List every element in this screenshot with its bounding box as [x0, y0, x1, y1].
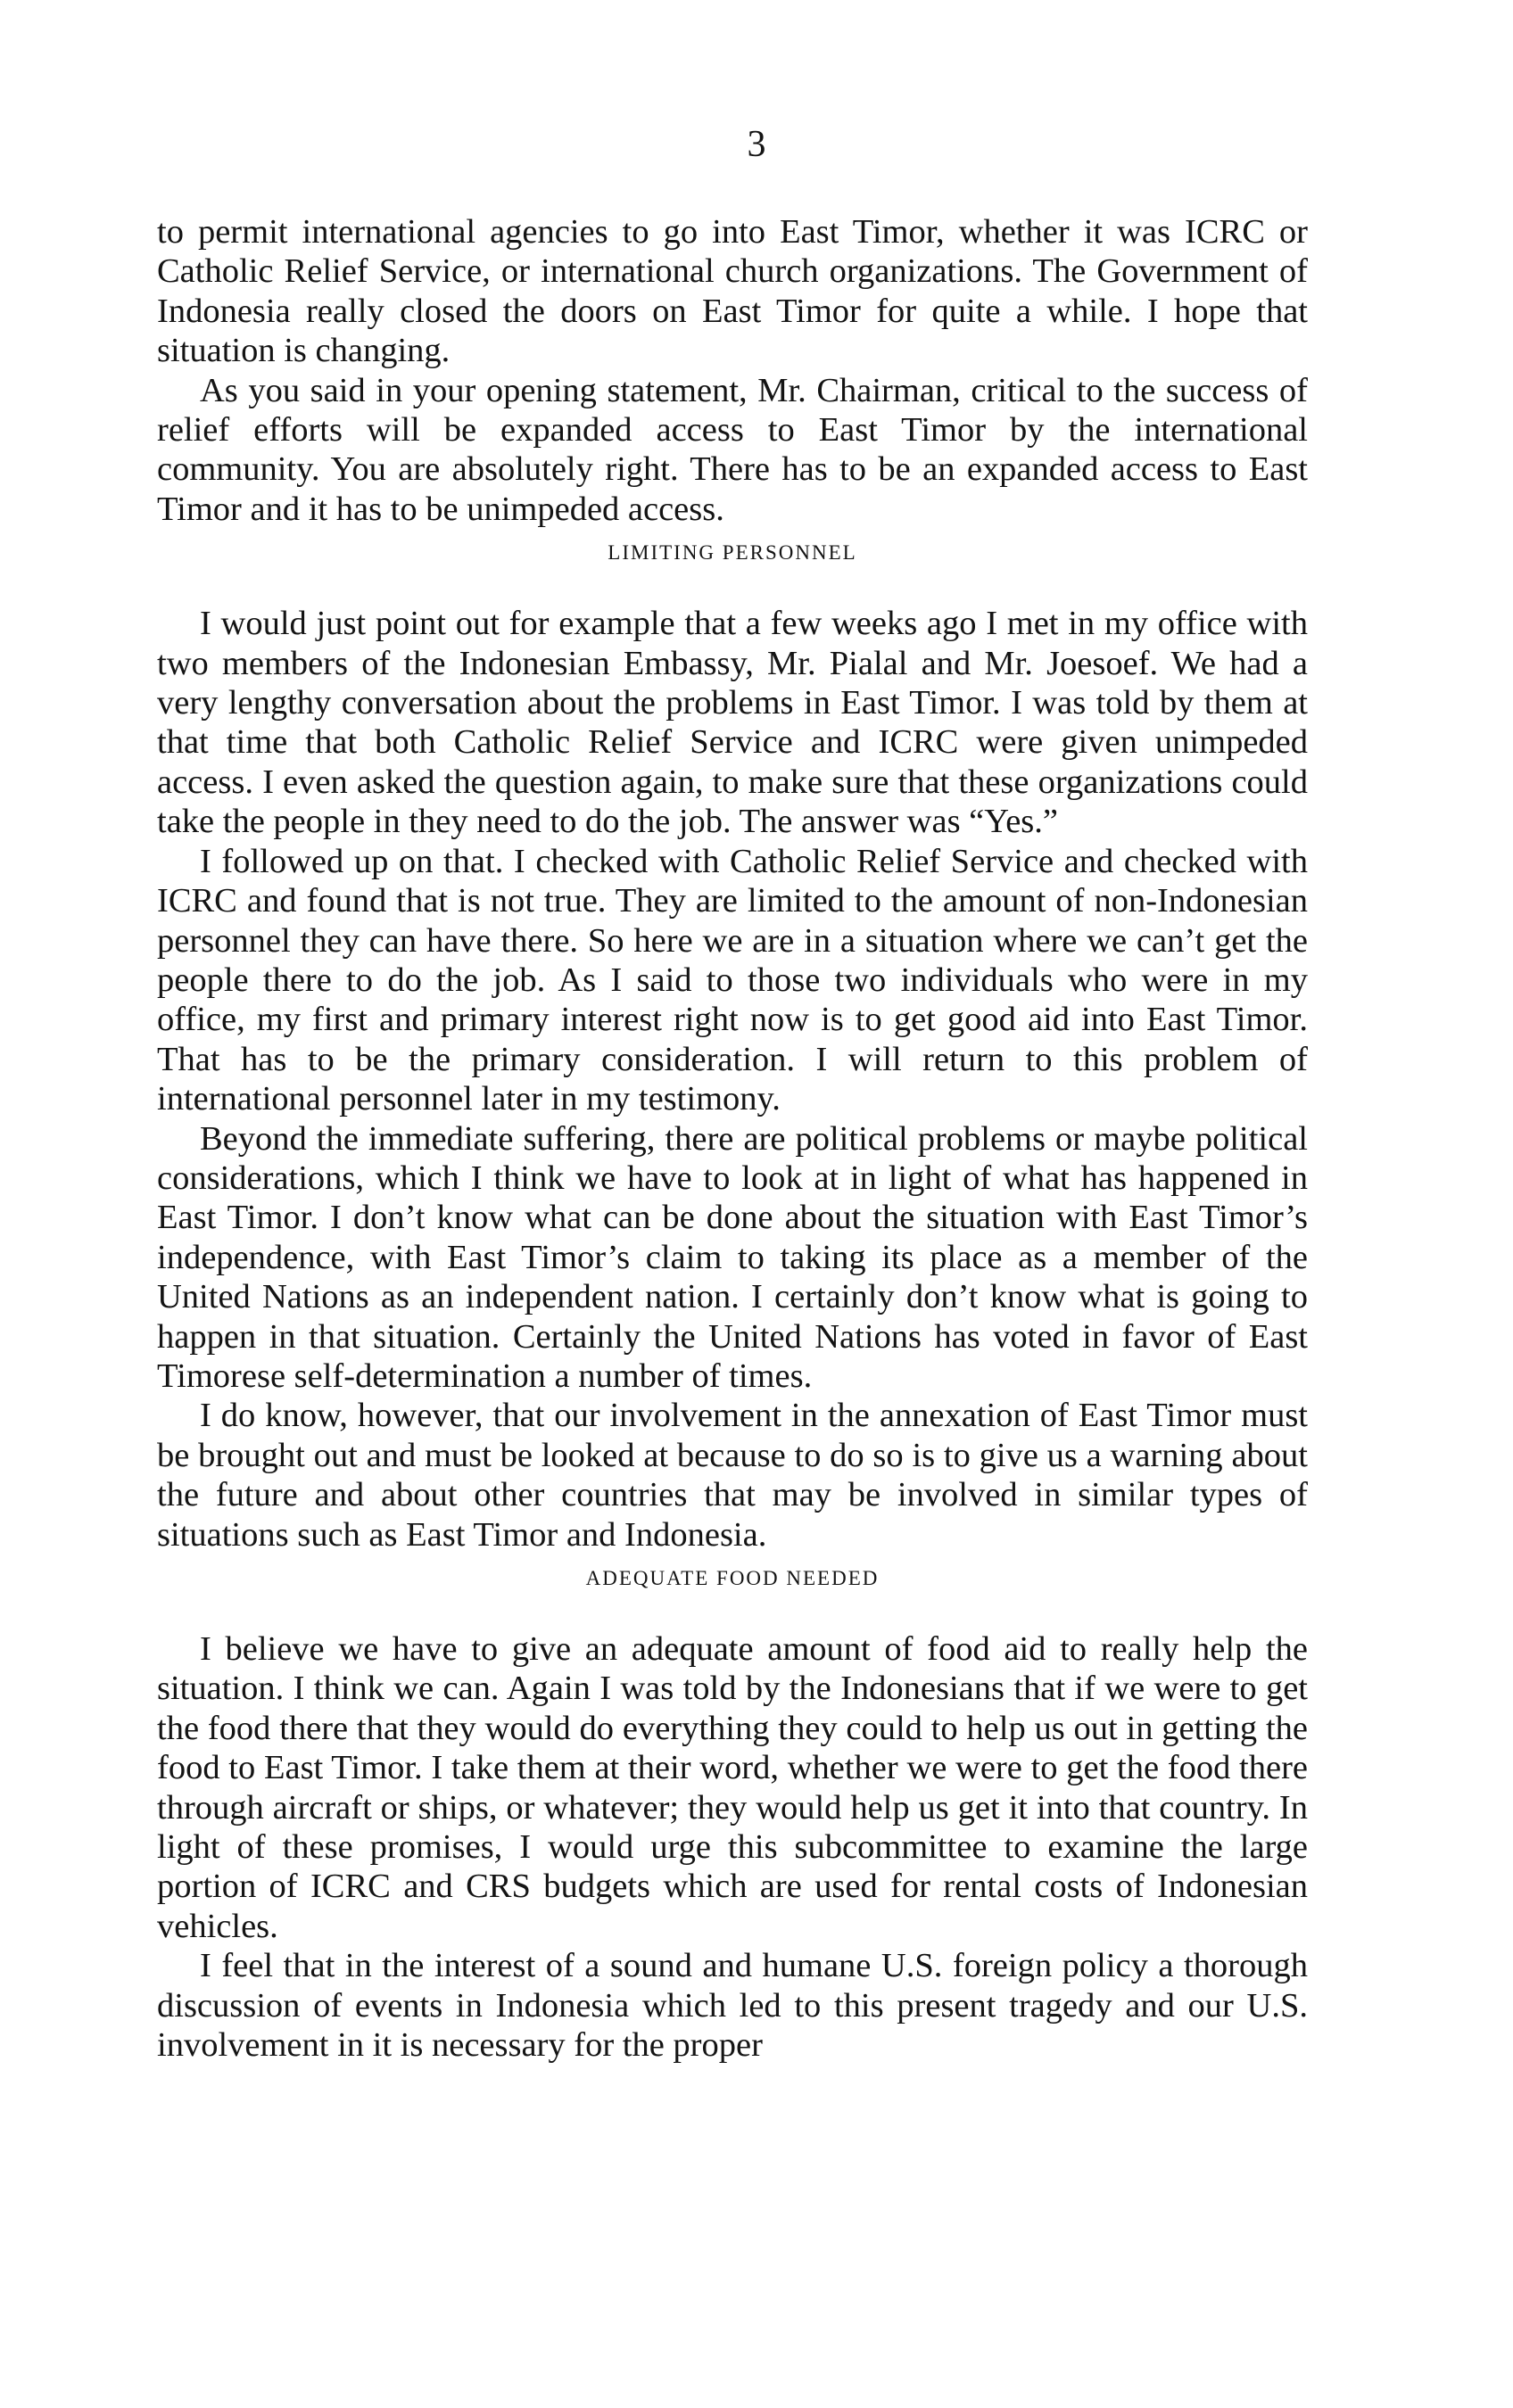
paragraph: to permit international agencies to go into East Timor, whether it was ICRC or Catholic Relief Service, or international church organizations. The Government of Indonesia really closed the doors on East Timor for quite a while. I hope that situation is changing. — [157, 213, 1308, 370]
section-heading: ADEQUATE FOOD NEEDED — [585, 1567, 880, 1589]
paragraph: Beyond the immediate suffering, there are political problems or maybe political considerations, which I think we have to look at in light of what has happened in East Timor. I don’t know what can be done about the situation with East Timor’s independence, with East Timor’s claim to taking its place as a member of the United Nations as an independent nation. I certainly don’t know what is going to happen in that situation. Certainly the United Nations has voted in favor of East Timorese self-determination a number of times. — [157, 1119, 1308, 1395]
paragraph: I believe we have to give an adequate amount of food aid to really help the situation. I think we can. Again I was told by the Indonesians that if we were to get the food there that they would do everything they could to help us out in getting the food to East Timor. I take them at their word, whether we were to get the food there through aircraft or ships, or whatever; they would help us get it into that country. In light of these promises, I would urge this subcommittee to examine the large portion of ICRC and CRS budgets which are used for rental costs of Indonesian vehicles. — [157, 1630, 1308, 1945]
paragraph: As you said in your opening statement, Mr. Chairman, critical to the success of relief efforts will be expanded access to East Timor by the international community. You are absolutely right. There has to be an expanded access to East Timor and it has to be unimpeded access. — [157, 371, 1308, 528]
section-heading: LIMITING PERSONNEL — [608, 541, 857, 565]
paragraph: I followed up on that. I checked with Catholic Relief Service and checked with ICRC and found that is not true. They are limited to the amount of non-Indonesian personnel they can have there. So here we are in a situation where we can’t get the people there to do the job. As I said to those two individuals who were in my office, my first and primary interest right now is to get good aid into East Timor. That has to be the primary consideration. I will return to this problem of international personnel later in my testimony. — [157, 842, 1308, 1118]
body-text — [157, 212, 1308, 2065]
paragraph: I do know, however, that our involvement in the annexation of East Timor must be brought out and must be looked at because to do so is to give us a warning about the future and about other countries that may be involved in similar types of situations such as East Timor and Indonesia. — [157, 1397, 1308, 1554]
paragraph: I would just point out for example that a few weeks ago I met in my office with two members of the Indonesian Embassy, Mr. Pialal and Mr. Joesoef. We had a very lengthy conversation about the problems in East Timor. I was told by them at that time that both Catholic Relief Service and ICRC were given unimpeded access. I even asked the question again, to make sure that these organizations could take the people in they need to do the job. The answer was “Yes.” — [157, 605, 1308, 841]
paragraph: I feel that in the interest of a sound and humane U.S. foreign policy a thorough discussion of events in Indonesia which led to this present tragedy and our U.S. involvement in it is necessary for the proper — [157, 1947, 1308, 2065]
page-number: 3 — [747, 124, 766, 165]
